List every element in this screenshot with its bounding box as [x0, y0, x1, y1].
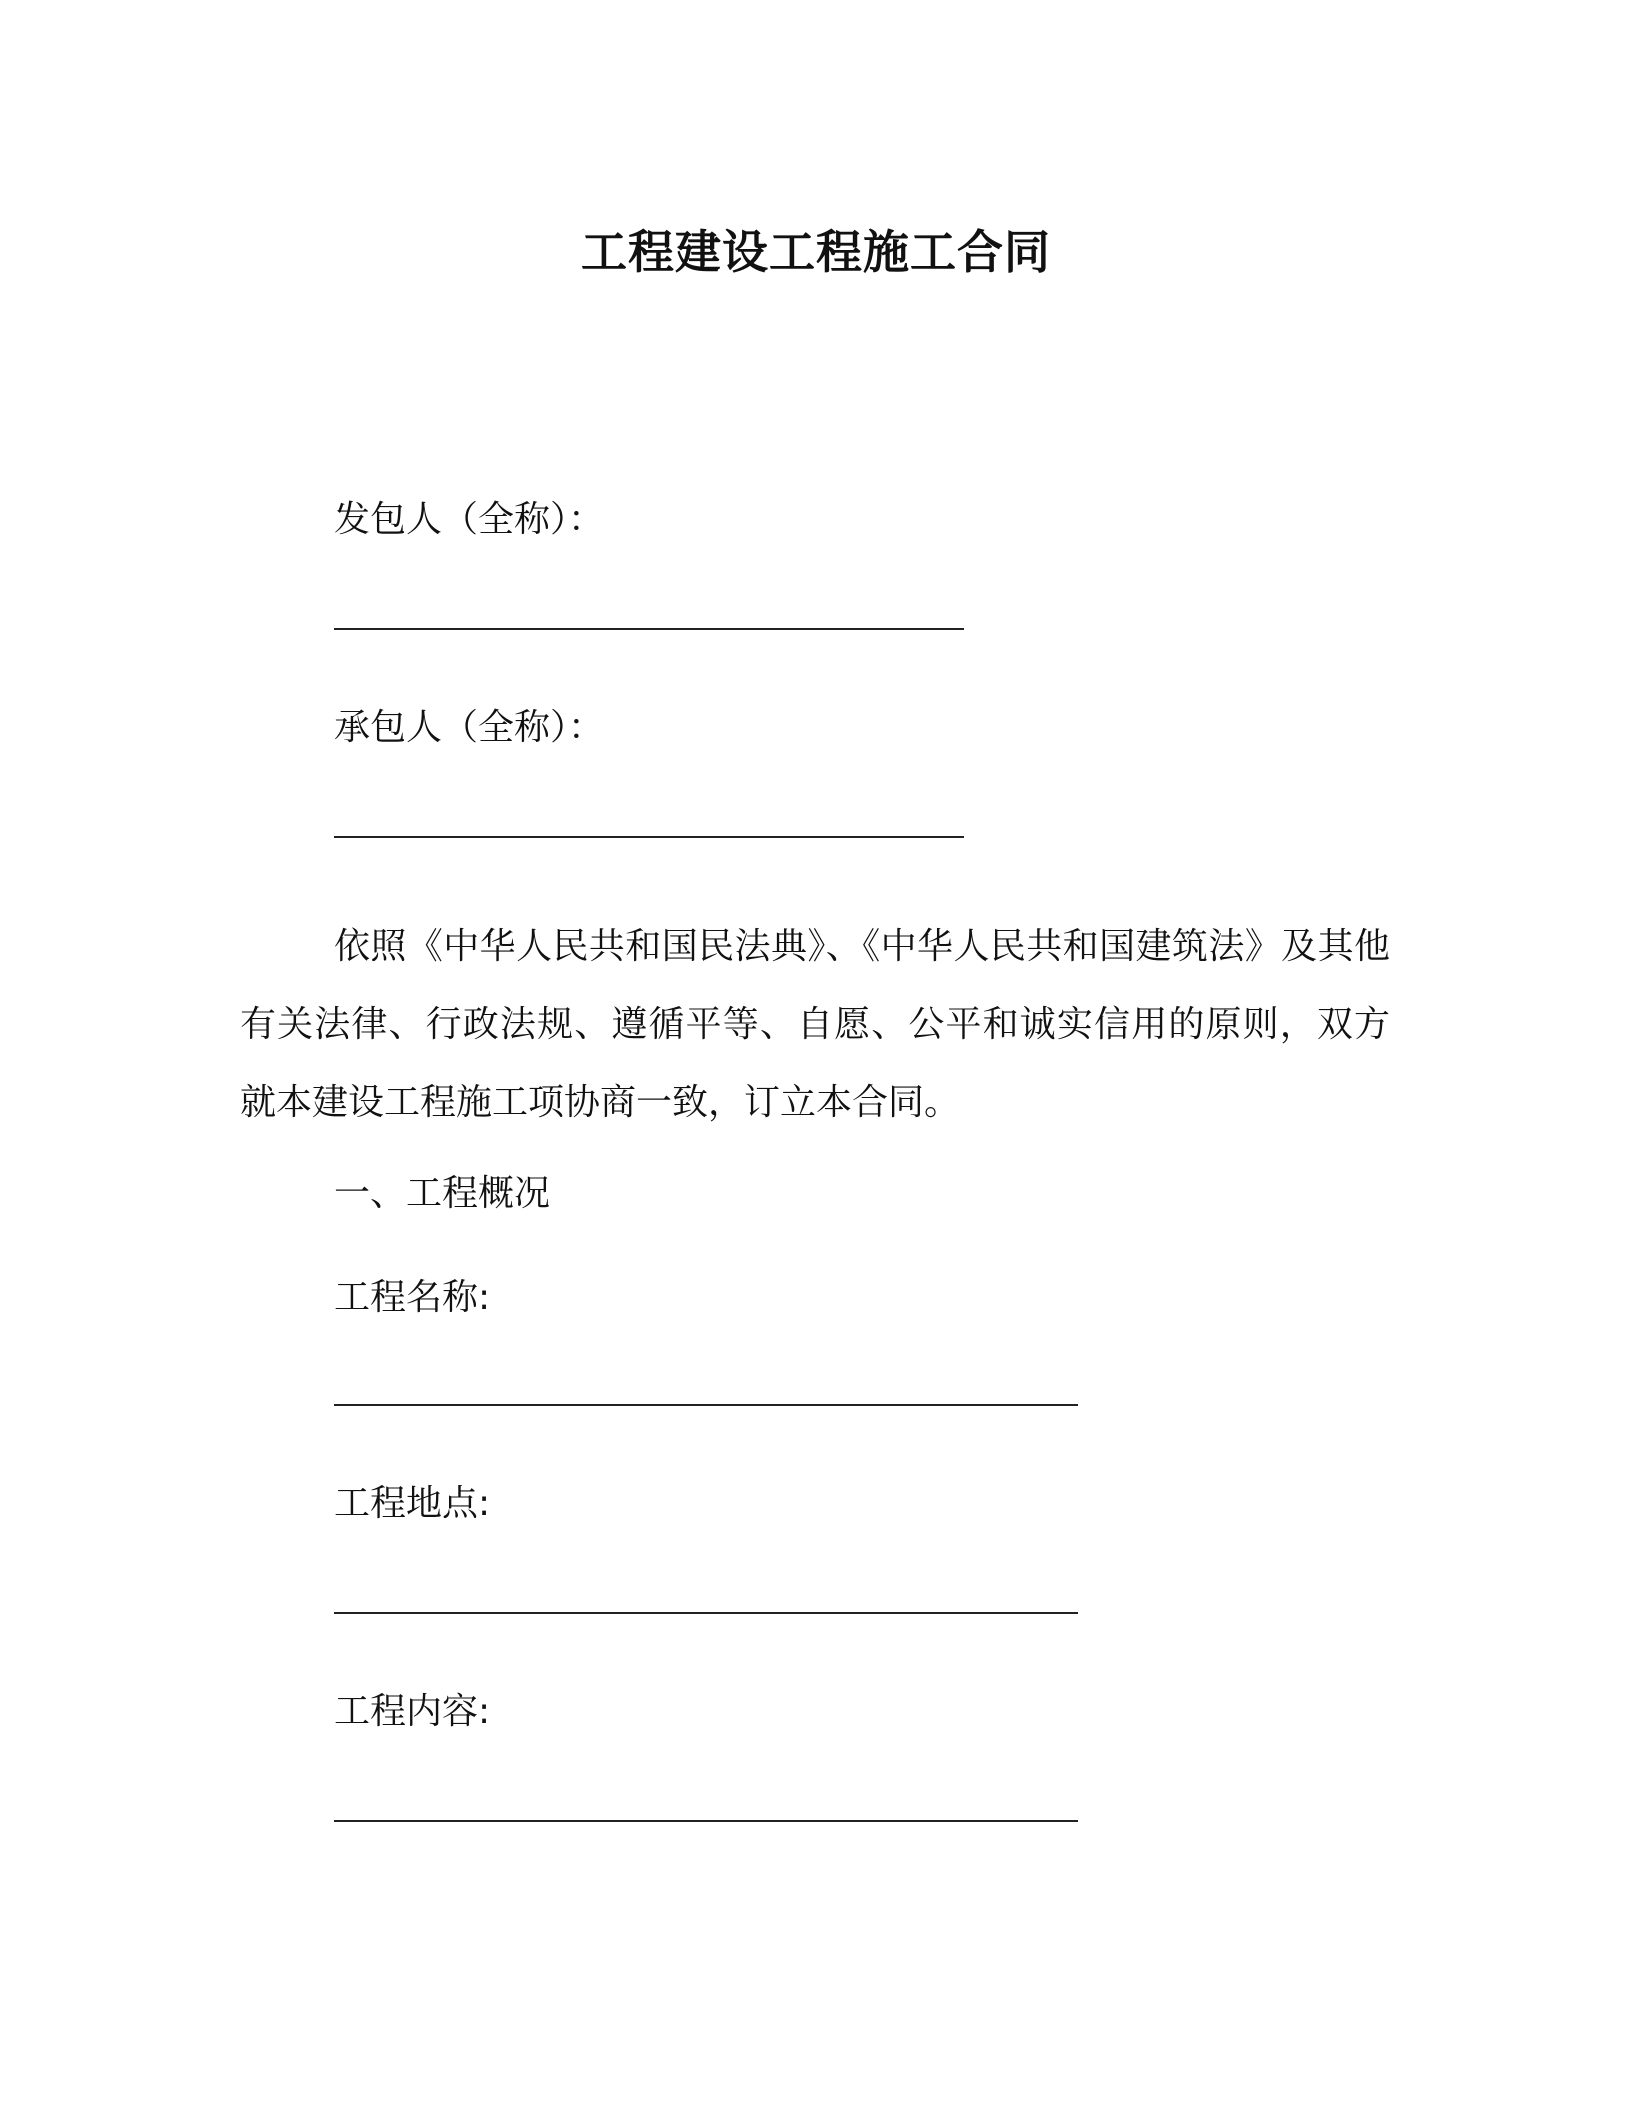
employer-blank-line: [334, 628, 964, 630]
project-location-label: 工程地点:: [334, 1483, 491, 1524]
contract-title: 工程建设工程施工合同: [581, 225, 1051, 279]
preamble-paragraph: 依照《中华人民共和国民法典》、《中华人民共和国建筑法》及其他有关法律、行政法规、遵循平等、自愿、公平和诚实信用的原则，双方就本建设工程施工项协商一致，订立本合同。: [240, 926, 1390, 1123]
project-content-label: 工程内容:: [334, 1691, 491, 1732]
project-location-blank-line: [334, 1612, 1078, 1614]
project-name-label: 工程名称:: [334, 1277, 491, 1318]
section-one-heading: 一、工程概况: [334, 1173, 551, 1214]
employer-label: 发包人（全称）：: [334, 499, 605, 540]
contractor-blank-line: [334, 836, 964, 838]
project-name-blank-line: [334, 1404, 1078, 1406]
project-content-blank-line: [334, 1820, 1078, 1822]
contractor-label: 承包人（全称）：: [334, 707, 605, 748]
